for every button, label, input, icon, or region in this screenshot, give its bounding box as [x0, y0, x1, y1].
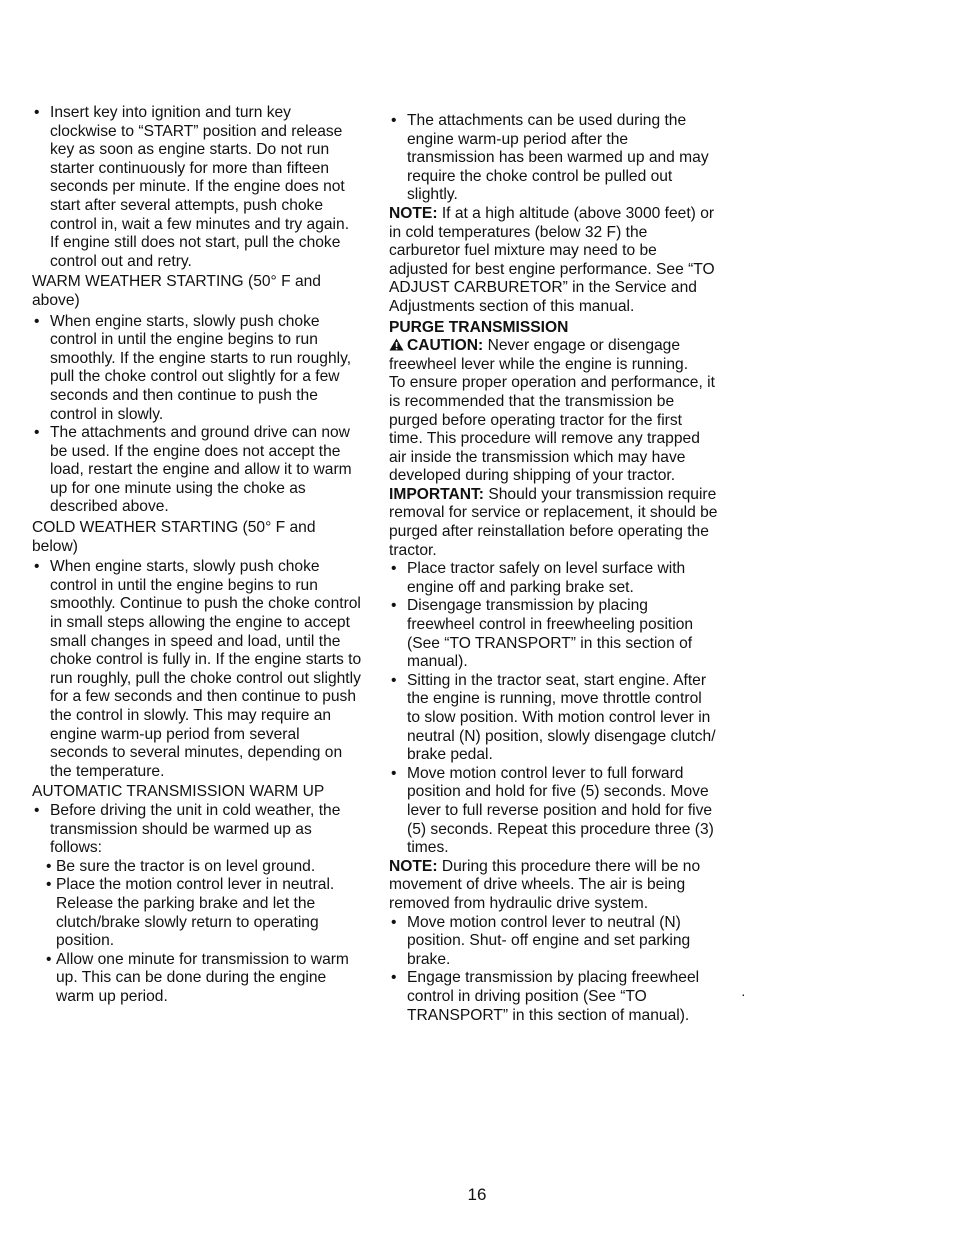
note-text: During this procedure there will be no movement of drive wheels. The air is being removed from hydraulic drive system.	[389, 857, 701, 912]
note-text: If at a high altitude (above 3000 feet) or in cold temperatures (below 32 F) the carburetor fuel mixture may need to be adjusted for best engine performance. See “TO ADJUST CARBURETOR” in the Service and Adjustments section of this manual.	[389, 204, 715, 315]
insert-key-bullet: • Insert key into ignition and turn key clockwise to “START” position and release key as soon as engine starts. Do not run starter continuously for more than fifteen seconds per minute. If the engine does not start after several attempts, push choke control in, wait a few minutes and try again. If engine still does not start, pull the choke control out and retry.	[32, 104, 362, 271]
purge-step-2: • Disengage transmission by placing freewheel control in freewheeling position (See “TO TRANSPORT” in this section of manual).	[389, 597, 719, 671]
left-column	[32, 104, 362, 1007]
warning-triangle-icon	[389, 338, 404, 351]
auto-sub-bullet-3: • Allow one minute for transmission to warm up. This can be done during the engine warm up period.	[32, 951, 362, 1007]
purge-step-5: • Move motion control lever to neutral (N) position. Shut- off engine and set parking brake.	[389, 914, 719, 970]
important-paragraph	[389, 486, 719, 560]
purge-step-4: • Move motion control lever to full forward position and hold for five (5) seconds. Move lever to full reverse position and hold for five (5) seconds. Repeat this procedure three (3) times.	[389, 765, 719, 858]
auto-transmission-heading: AUTOMATIC TRANSMISSION WARM UP	[32, 783, 325, 801]
attachments-bullet: • The attachments can be used during the engine warm-up period after the transmission has been warmed up and may require the choke control be pulled out slightly.	[389, 112, 719, 205]
cold-bullet-1: • When engine starts, slowly push choke control in until the engine begins to run smoothly. Continue to push the choke control in small steps allowing the engine to accept small changes in speed and load, until the choke control is fully in. If the engine starts to run roughly, pull the choke control out slightly for a few seconds and then continue to push the control in slowly. This may require an engine warm-up period from several seconds to several minutes, depending on the temperature.	[32, 558, 362, 781]
purge-transmission-heading: PURGE TRANSMISSION	[389, 318, 569, 336]
drive-wheels-note	[389, 858, 719, 914]
page-number: 16	[467, 1185, 487, 1204]
ensure-paragraph: To ensure proper operation and performance, it is recommended that the transmission be purged before operating tractor for the first time. This procedure will remove any trapped air inside the transmission which may have developed during shipping of your tractor.	[389, 374, 715, 485]
auto-sub-bullet-1: • Be sure the tractor is on level ground.	[32, 858, 362, 877]
warm-bullet-2: • The attachments and ground drive can now be used. If the engine does not accept the load, restart the engine and allow it to warm up for one minute using the choke as described above.	[32, 424, 362, 517]
auto-sub-bullet-2: • Place the motion control lever in neutral. Release the parking brake and let the clutch/brake slowly return to operating position.	[32, 876, 362, 950]
purge-step-3: • Sitting in the tractor seat, start engine. After the engine is running, move throttle control to slow position. With motion control lever in neutral (N) position, slowly disengage clutch/ brake pedal.	[389, 672, 719, 765]
right-column	[389, 112, 719, 1025]
purge-step-6: • Engage transmission by placing freewheel control in driving position (See “TO TRANSPORT” in this section of manual).	[389, 969, 719, 1025]
note-label: NOTE:	[389, 204, 438, 222]
caution-label: CAUTION:	[407, 337, 484, 355]
warm-weather-heading: WARM WEATHER STARTING (50° F and above)	[32, 273, 321, 309]
important-label: IMPORTANT:	[389, 485, 484, 503]
purge-step-1: • Place tractor safely on level surface with engine off and parking brake set.	[389, 560, 719, 597]
auto-bullet-1: • Before driving the unit in cold weather, the transmission should be warmed up as follows:	[32, 802, 362, 858]
cold-weather-heading: COLD WEATHER STARTING (50° F and below)	[32, 519, 316, 555]
caution-text: Never engage or disengage freewheel lever while the engine is running.	[389, 337, 689, 373]
altitude-note	[389, 205, 719, 317]
note-label: NOTE:	[389, 857, 438, 875]
stray-dot: ·	[741, 986, 746, 1002]
important-text: Should your transmission require removal for service or replacement, it should be purged after reinstallation before operating the tractor.	[389, 485, 718, 559]
caution-paragraph	[389, 337, 719, 374]
warm-bullet-1: • When engine starts, slowly push choke control in until the engine begins to run smoothly. If the engine starts to run roughly, pull the choke control out slightly for a few seconds and then continue to push the control in slowly.	[32, 313, 362, 425]
